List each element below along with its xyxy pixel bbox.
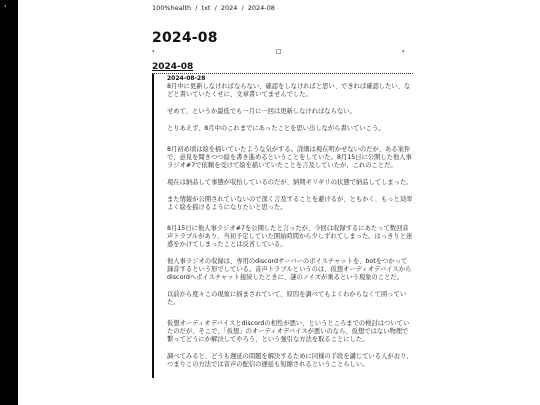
post-paragraph: 仮想オーディオデバイスとdiscordの相性が悪い、というところまでの検討はついていたのだが、そこで、「仮想」のオーディオデバイスが悪いのなら、仮想ではない物理で繋ってどうにか解決してやろう、という強引な方法を取ることにした。 — [167, 320, 410, 343]
post-paragraph: 現在は納品して事態が収拾しているのだが、納期ギリギリの状態で納品してしまった。 — [167, 179, 413, 186]
post-date: 2024-08-28 — [167, 75, 206, 82]
post-paragraph: とりあえず、8月中のこれまでにあったことを思い出しながら書いていこう。 — [167, 125, 385, 132]
post-body — [167, 83, 413, 369]
month-navigation — [152, 48, 408, 56]
month-section-heading[interactable]: 2024-08 — [152, 62, 194, 72]
breadcrumb-separator: / — [214, 4, 217, 12]
breadcrumb-link-txt[interactable]: txt — [201, 4, 211, 12]
next-month-link[interactable]: › — [402, 48, 405, 55]
breadcrumb-separator: / — [241, 4, 244, 12]
back-arrow-icon[interactable]: ‹ — [4, 3, 7, 10]
post-paragraph: また情報が公開されていないので深く言及することを避けるが、ともかく、もっと効率よく絵を描けるようになりたいと思った。 — [167, 196, 413, 211]
post-paragraph: 8月15日に他人事ラジオ#7を公開したと言ったが、今回は収録するにあたって数回音声トラブルがあり、当初予定していた開始時間から少しずれてしまった。はっきりと迷惑をかけてしまったことは反省している。 — [167, 225, 413, 248]
breadcrumb-current: 2024-08 — [247, 4, 275, 12]
post-paragraph: 8月中に更新しなければならない、確認をしなければと思い、できれば確認したい、などと書いていたくせに、文章書いてませんでした。 — [167, 83, 411, 98]
index-link[interactable]: □ — [276, 48, 282, 55]
blog-post — [152, 73, 413, 378]
breadcrumb-link-home[interactable]: 100%health — [152, 4, 192, 12]
breadcrumb-link-year[interactable]: 2024 — [220, 4, 238, 12]
post-paragraph: 以前から度々この現象に悩まされていて、原因を調べてもよくわからなくて困っていた。 — [167, 291, 407, 306]
post-paragraph: せめて、というか最低でも一月に一回は更新しなければならない。 — [167, 108, 356, 115]
breadcrumb — [152, 4, 275, 12]
post-paragraph: 他人事ラジオの収録は、専用のdiscordサーバーのボイスチャットを、botをつかって録音するという形でしている。音声トラブルというのは、仮想オーディオデバイスからdiscordへボイスチャット接続したときに、謎のノイズが乗るという現象のことだ。 — [167, 258, 412, 281]
previous-month-link[interactable]: ‹ — [152, 48, 155, 55]
breadcrumb-separator: / — [195, 4, 198, 12]
post-paragraph: 調べてみると、どうも遅延の問題を解決するために同様の手段を講じている人がおり、つまりこの方法では音声の配信の遅延も短縮されるということらしい。 — [167, 353, 413, 368]
page-title: 2024-08 — [152, 30, 218, 46]
left-sidebar-strip — [0, 0, 18, 405]
post-paragraph: 8月初め頃は絵を描いていたような気がする。詳細は現在明かせないのだが、ある案件で、意見を聞きつつ絵を書き進めるということをしていた。8月15日に公開した他人事ラジオ#7で依頼を受けて絵を描いていたことを言及していたが、これのことだ。 — [167, 146, 412, 169]
